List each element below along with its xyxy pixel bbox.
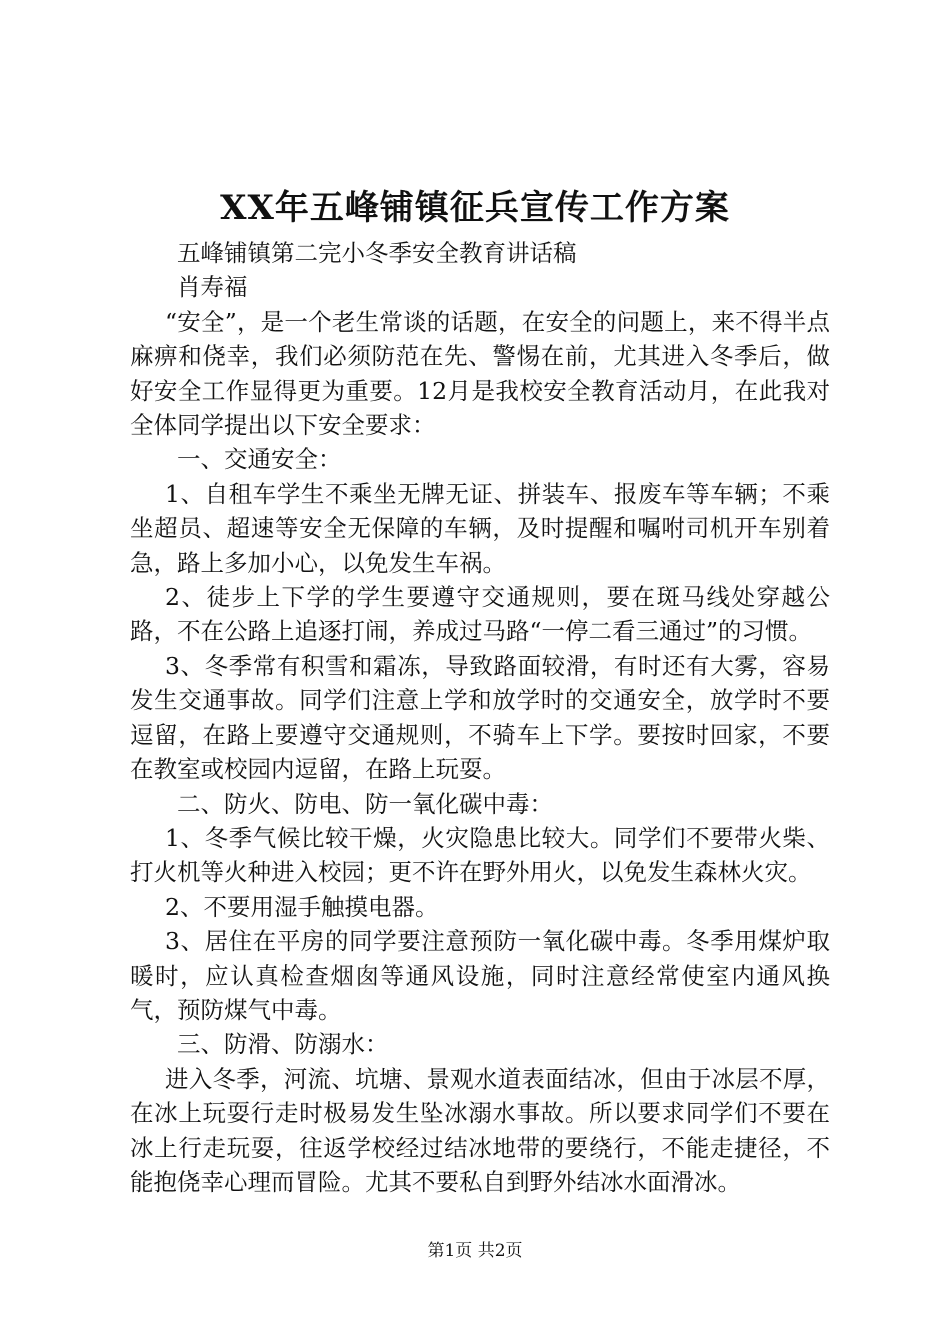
paragraph-traffic-1: 1、自租车学生不乘坐无牌无证、拼装车、报废车等车辆；不乘坐超员、超速等安全无保障的车辆，及时提醒和嘱咐司机开车别着急，路上多加小心，以免发生车祸。 xyxy=(130,479,830,577)
paragraph-fire-2: 2、不要用湿手触摸电器。 xyxy=(165,892,439,921)
page-footer: 第1页 共2页 xyxy=(427,1241,523,1261)
document-title: XX年五峰铺镇征兵宣传工作方案 xyxy=(220,188,730,228)
paragraph-traffic-2: 2、徒步上下学的学生要遵守交通规则，要在斑马线处穿越公路，不在公路上追逐打闹，养成过马路“一停二看三通过”的习惯。 xyxy=(130,583,830,646)
heading-fire-safety: 二、防火、防电、防一氧化碳中毒： xyxy=(177,789,553,818)
paragraph-author: 肖寿福 xyxy=(177,273,248,302)
paragraph-fire-3: 3、居住在平房的同学要注意预防一氧化碳中毒。冬季用煤炉取暖时，应认真检查烟囱等通风设施，同时注意经常使室内通风换气，预防煤气中毒。 xyxy=(130,927,830,1024)
paragraph-ice-1: 进入冬季，河流、坑塘、景观水道表面结冰，但由于冰层不厚，在冰上玩耍行走时极易发生坠冰溺水事故。所以要求同学们不要在冰上行走玩耍，往返学校经过结冰地带的要绕行，不能走捷径，不能抱侥幸心理而冒险。尤其不要私自到野外结冰水面滑冰。 xyxy=(130,1064,830,1196)
heading-traffic-safety: 一、交通安全： xyxy=(177,445,342,474)
paragraph-traffic-3: 3、冬季常有积雪和霜冻，导致路面较滑，有时还有大雾，容易发生交通事故。同学们注意上学和放学时的交通安全，放学时不要逗留，在路上要遵守交通规则，不骑车上下学。要按时回家，不要在教室或校园内逗留，在路上玩耍。 xyxy=(130,651,830,784)
paragraph-subtitle: 五峰铺镇第二完小冬季安全教育讲话稿 xyxy=(177,239,577,267)
document-body xyxy=(130,236,830,1199)
paragraph-fire-1: 1、冬季气候比较干燥，火灾隐患比较大。同学们不要带火柴、打火机等火种进入校园；更不许在野外用火，以免发生森林火灾。 xyxy=(130,823,830,887)
paragraph-intro: “安全”，是一个老生常谈的话题，在安全的问题上，来不得半点麻痹和侥幸，我们必须防范在先、警惕在前，尤其进入冬季后，做好安全工作显得更为重要。12月是我校安全教育活动月，在此我对全体同学提出以下安全要求： xyxy=(130,307,830,440)
heading-ice-safety: 三、防滑、防溺水： xyxy=(177,1030,389,1059)
